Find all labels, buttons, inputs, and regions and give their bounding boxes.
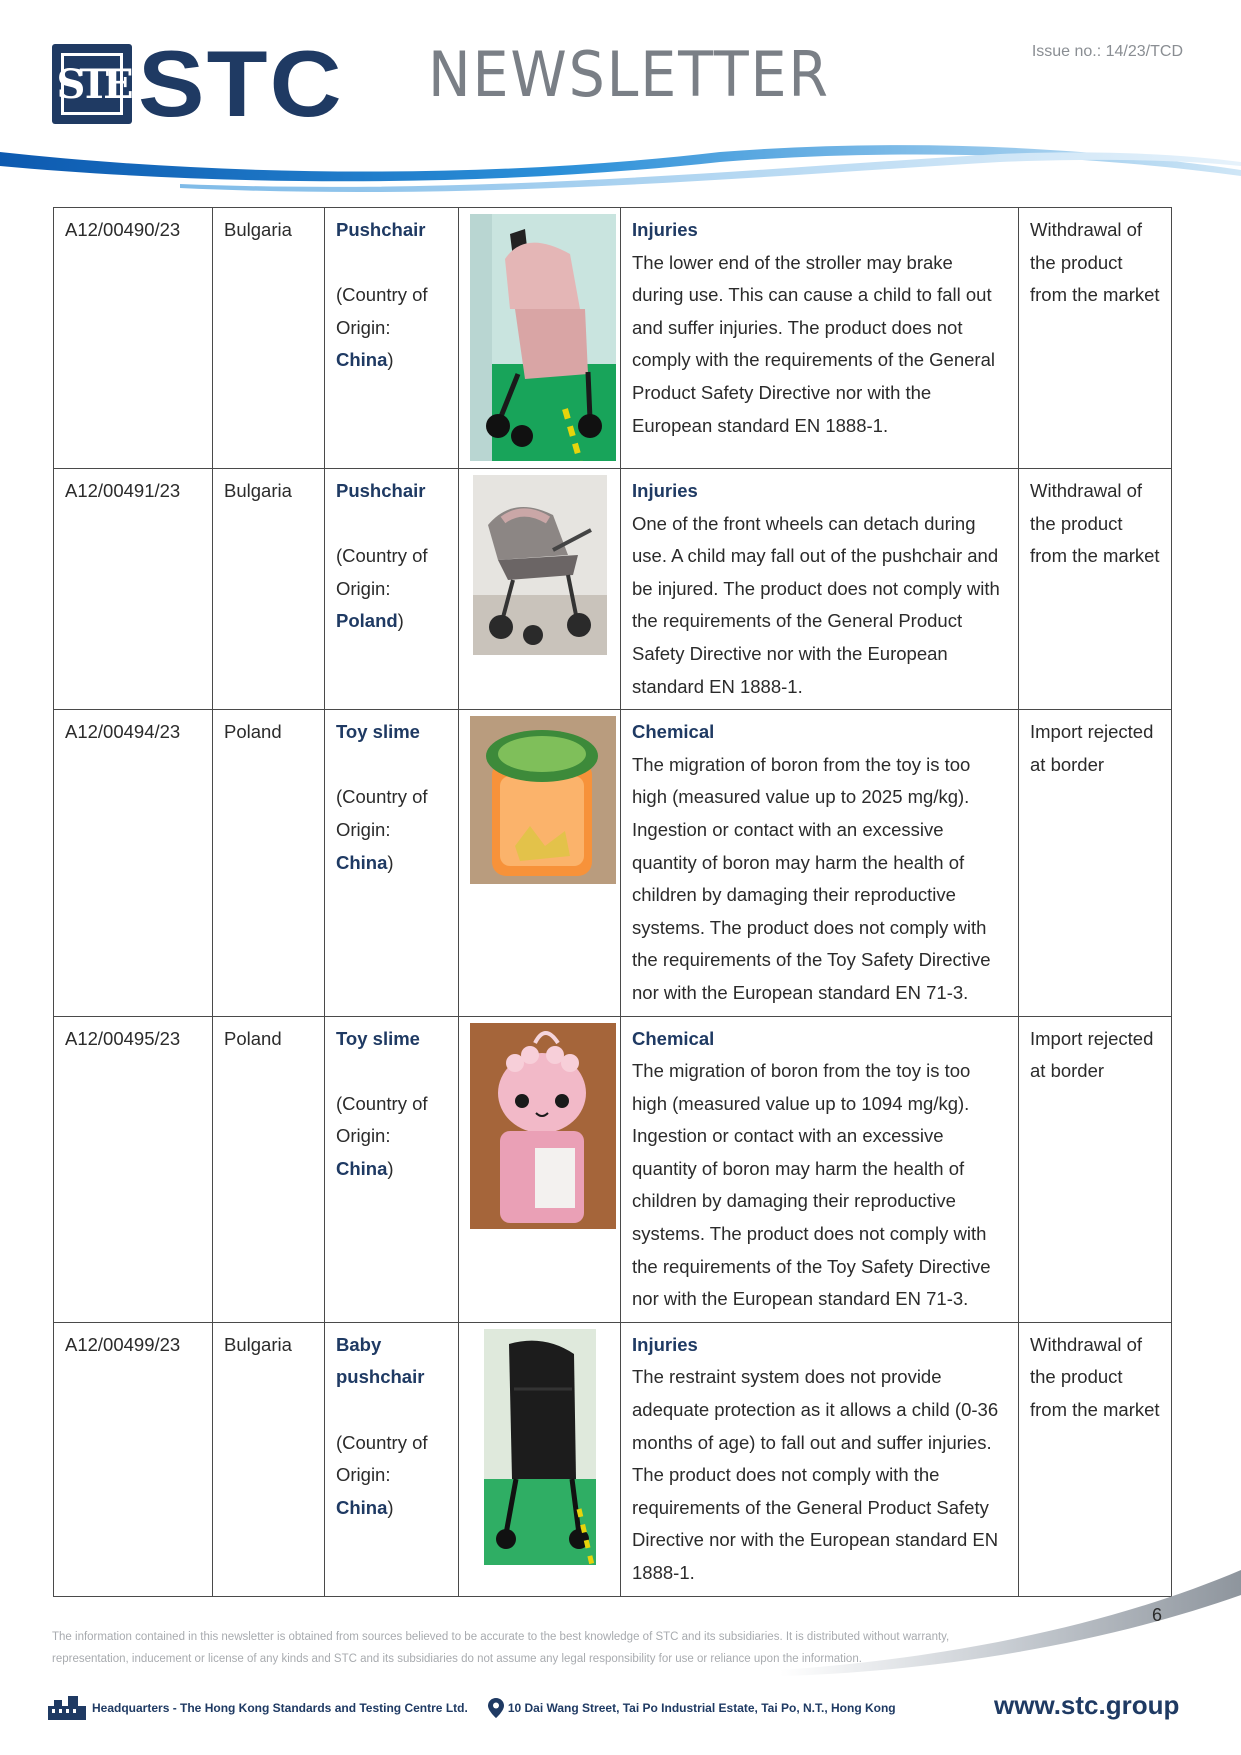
image-cell bbox=[459, 1322, 621, 1596]
description-cell bbox=[621, 1016, 1019, 1322]
risk-description: The restraint system does not provide adequate protection as it allows a child (0-36 months of age) to fall out and suffer injuries. The product does not comply with the requirements of the General Product Safety Directive nor with the European standard EN 1888-1. bbox=[632, 1366, 999, 1583]
image-cell bbox=[459, 710, 621, 1016]
description-cell bbox=[621, 208, 1019, 469]
country-cell: Bulgaria bbox=[213, 208, 325, 469]
origin-prefix: (Country of Origin: bbox=[336, 1431, 428, 1486]
product-name: Toy slime bbox=[336, 1027, 420, 1049]
origin-country: China bbox=[336, 1157, 388, 1179]
description-cell bbox=[621, 1322, 1019, 1596]
risk-type: Injuries bbox=[632, 1333, 698, 1355]
country-cell: Bulgaria bbox=[213, 1322, 325, 1596]
risk-type: Chemical bbox=[632, 1027, 715, 1049]
image-cell bbox=[459, 469, 621, 710]
orange-slime-jar-photo bbox=[470, 716, 616, 884]
product-name: Baby pushchair bbox=[336, 1333, 425, 1388]
ref-cell: A12/00491/23 bbox=[54, 469, 213, 710]
product-name: Pushchair bbox=[336, 480, 426, 501]
table-row bbox=[54, 469, 1172, 710]
origin-suffix: ) bbox=[387, 851, 394, 873]
description-cell bbox=[621, 710, 1019, 1016]
product-name: Toy slime bbox=[336, 721, 420, 743]
country-cell: Poland bbox=[213, 1016, 325, 1322]
address-text: 10 Dai Wang Street, Tai Po Industrial Estate, Tai Po, N.T., Hong Kong bbox=[507, 1701, 896, 1715]
ref-cell: A12/00495/23 bbox=[54, 1016, 213, 1322]
product-name: Pushchair bbox=[336, 219, 426, 240]
image-cell bbox=[459, 1016, 621, 1322]
product-cell bbox=[325, 1016, 459, 1322]
table-row bbox=[54, 1322, 1172, 1596]
origin-country: China bbox=[336, 1496, 388, 1518]
product-cell bbox=[325, 469, 459, 710]
risk-description: The lower end of the stroller may brake during use. This can cause a child to fall out and suffer injuries. The product does not comply with the requirements of the General Product Safety Directive nor with the European standard EN 1888-1. bbox=[632, 251, 995, 436]
measure-cell: Import rejected at border bbox=[1019, 710, 1172, 1016]
stc-logo-text: STC bbox=[138, 31, 344, 136]
building-icon bbox=[48, 1696, 86, 1720]
origin-prefix: (Country of Origin: bbox=[336, 284, 428, 338]
measure-cell: Withdrawal of the product from the market bbox=[1019, 1322, 1172, 1596]
issue-number: Issue no.: 14/23/TCD bbox=[1031, 43, 1183, 60]
table-row bbox=[54, 1016, 1172, 1322]
product-cell bbox=[325, 208, 459, 469]
risk-type: Chemical bbox=[632, 721, 715, 743]
product-cell bbox=[325, 710, 459, 1016]
origin-suffix: ) bbox=[387, 349, 394, 371]
website-link[interactable]: www.stc.group bbox=[994, 1690, 1180, 1720]
risk-description: One of the front wheels can detach during use. A child may fall out of the pushchair and be injured. The product does not comply with the requirements of the General Product Safety Directive nor with the European standard EN 1888-1. bbox=[632, 512, 1000, 697]
table-row bbox=[54, 208, 1172, 469]
ref-cell: A12/00499/23 bbox=[54, 1322, 213, 1596]
grey-pram-photo bbox=[473, 475, 607, 655]
risk-description: The migration of boron from the toy is too high (measured value up to 1094 mg/kg). Ingestion or contact with an excessive quantity of boron may harm the health of children by damaging their reproductive systems. The product does not comply with the requirements of the Toy Safety Directive nor with the European standard EN 71-3. bbox=[632, 1060, 991, 1310]
origin-country: Poland bbox=[336, 610, 398, 632]
origin-prefix: (Country of Origin: bbox=[336, 545, 428, 599]
origin-country: China bbox=[336, 349, 388, 371]
ref-cell: A12/00494/23 bbox=[54, 710, 213, 1016]
stc-logo bbox=[52, 31, 344, 136]
disclaimer-text: The information contained in this newsletter is obtained from sources believed to be accurate to the best knowledge of STC and its subsidiaries. It is distributed without warranty, representation, inducement or license of any kinds and STC and its subsidiaries do not assume any legal responsibility for use or reliance upon the information. bbox=[52, 1631, 950, 1665]
origin-prefix: (Country of Origin: bbox=[336, 1092, 428, 1147]
location-pin-icon bbox=[488, 1698, 504, 1718]
ref-cell: A12/00490/23 bbox=[54, 208, 213, 469]
pink-stroller-photo bbox=[470, 214, 616, 461]
table-row bbox=[54, 710, 1172, 1016]
risk-description: The migration of boron from the toy is too high (measured value up to 2025 mg/kg). Ingestion or contact with an excessive quantity of boron may harm the health of children by damaging their reproductive systems. The product does not comply with the requirements of the Toy Safety Directive nor with the European standard EN 71-3. bbox=[632, 753, 991, 1003]
stc-logo-mark-letters: STE bbox=[61, 53, 123, 115]
country-cell: Bulgaria bbox=[213, 469, 325, 710]
stc-logo-mark bbox=[52, 44, 132, 124]
origin-suffix: ) bbox=[387, 1496, 394, 1518]
description-cell bbox=[621, 469, 1019, 710]
measure-cell: Withdrawal of the product from the market bbox=[1019, 208, 1172, 469]
origin-prefix: (Country of Origin: bbox=[336, 786, 428, 840]
pink-slime-jar-photo bbox=[470, 1023, 616, 1229]
risk-type: Injuries bbox=[632, 480, 698, 501]
black-stroller-photo bbox=[484, 1329, 596, 1565]
image-cell bbox=[459, 208, 621, 469]
measure-cell: Import rejected at border bbox=[1019, 1016, 1172, 1322]
product-cell bbox=[325, 1322, 459, 1596]
headquarters-text: Headquarters - The Hong Kong Standards and Testing Centre Ltd. bbox=[92, 1701, 468, 1715]
header-swoosh-decoration bbox=[0, 140, 1241, 200]
country-cell: Poland bbox=[213, 710, 325, 1016]
origin-country: China bbox=[336, 851, 388, 873]
measure-cell: Withdrawal of the product from the market bbox=[1019, 469, 1172, 710]
risk-type: Injuries bbox=[632, 219, 698, 240]
origin-suffix: ) bbox=[387, 1157, 394, 1179]
newsletter-title: NEWSLETTER bbox=[428, 38, 830, 111]
recall-table bbox=[53, 207, 1172, 1597]
page-number: 6 bbox=[1152, 1605, 1163, 1625]
origin-suffix: ) bbox=[397, 610, 404, 632]
